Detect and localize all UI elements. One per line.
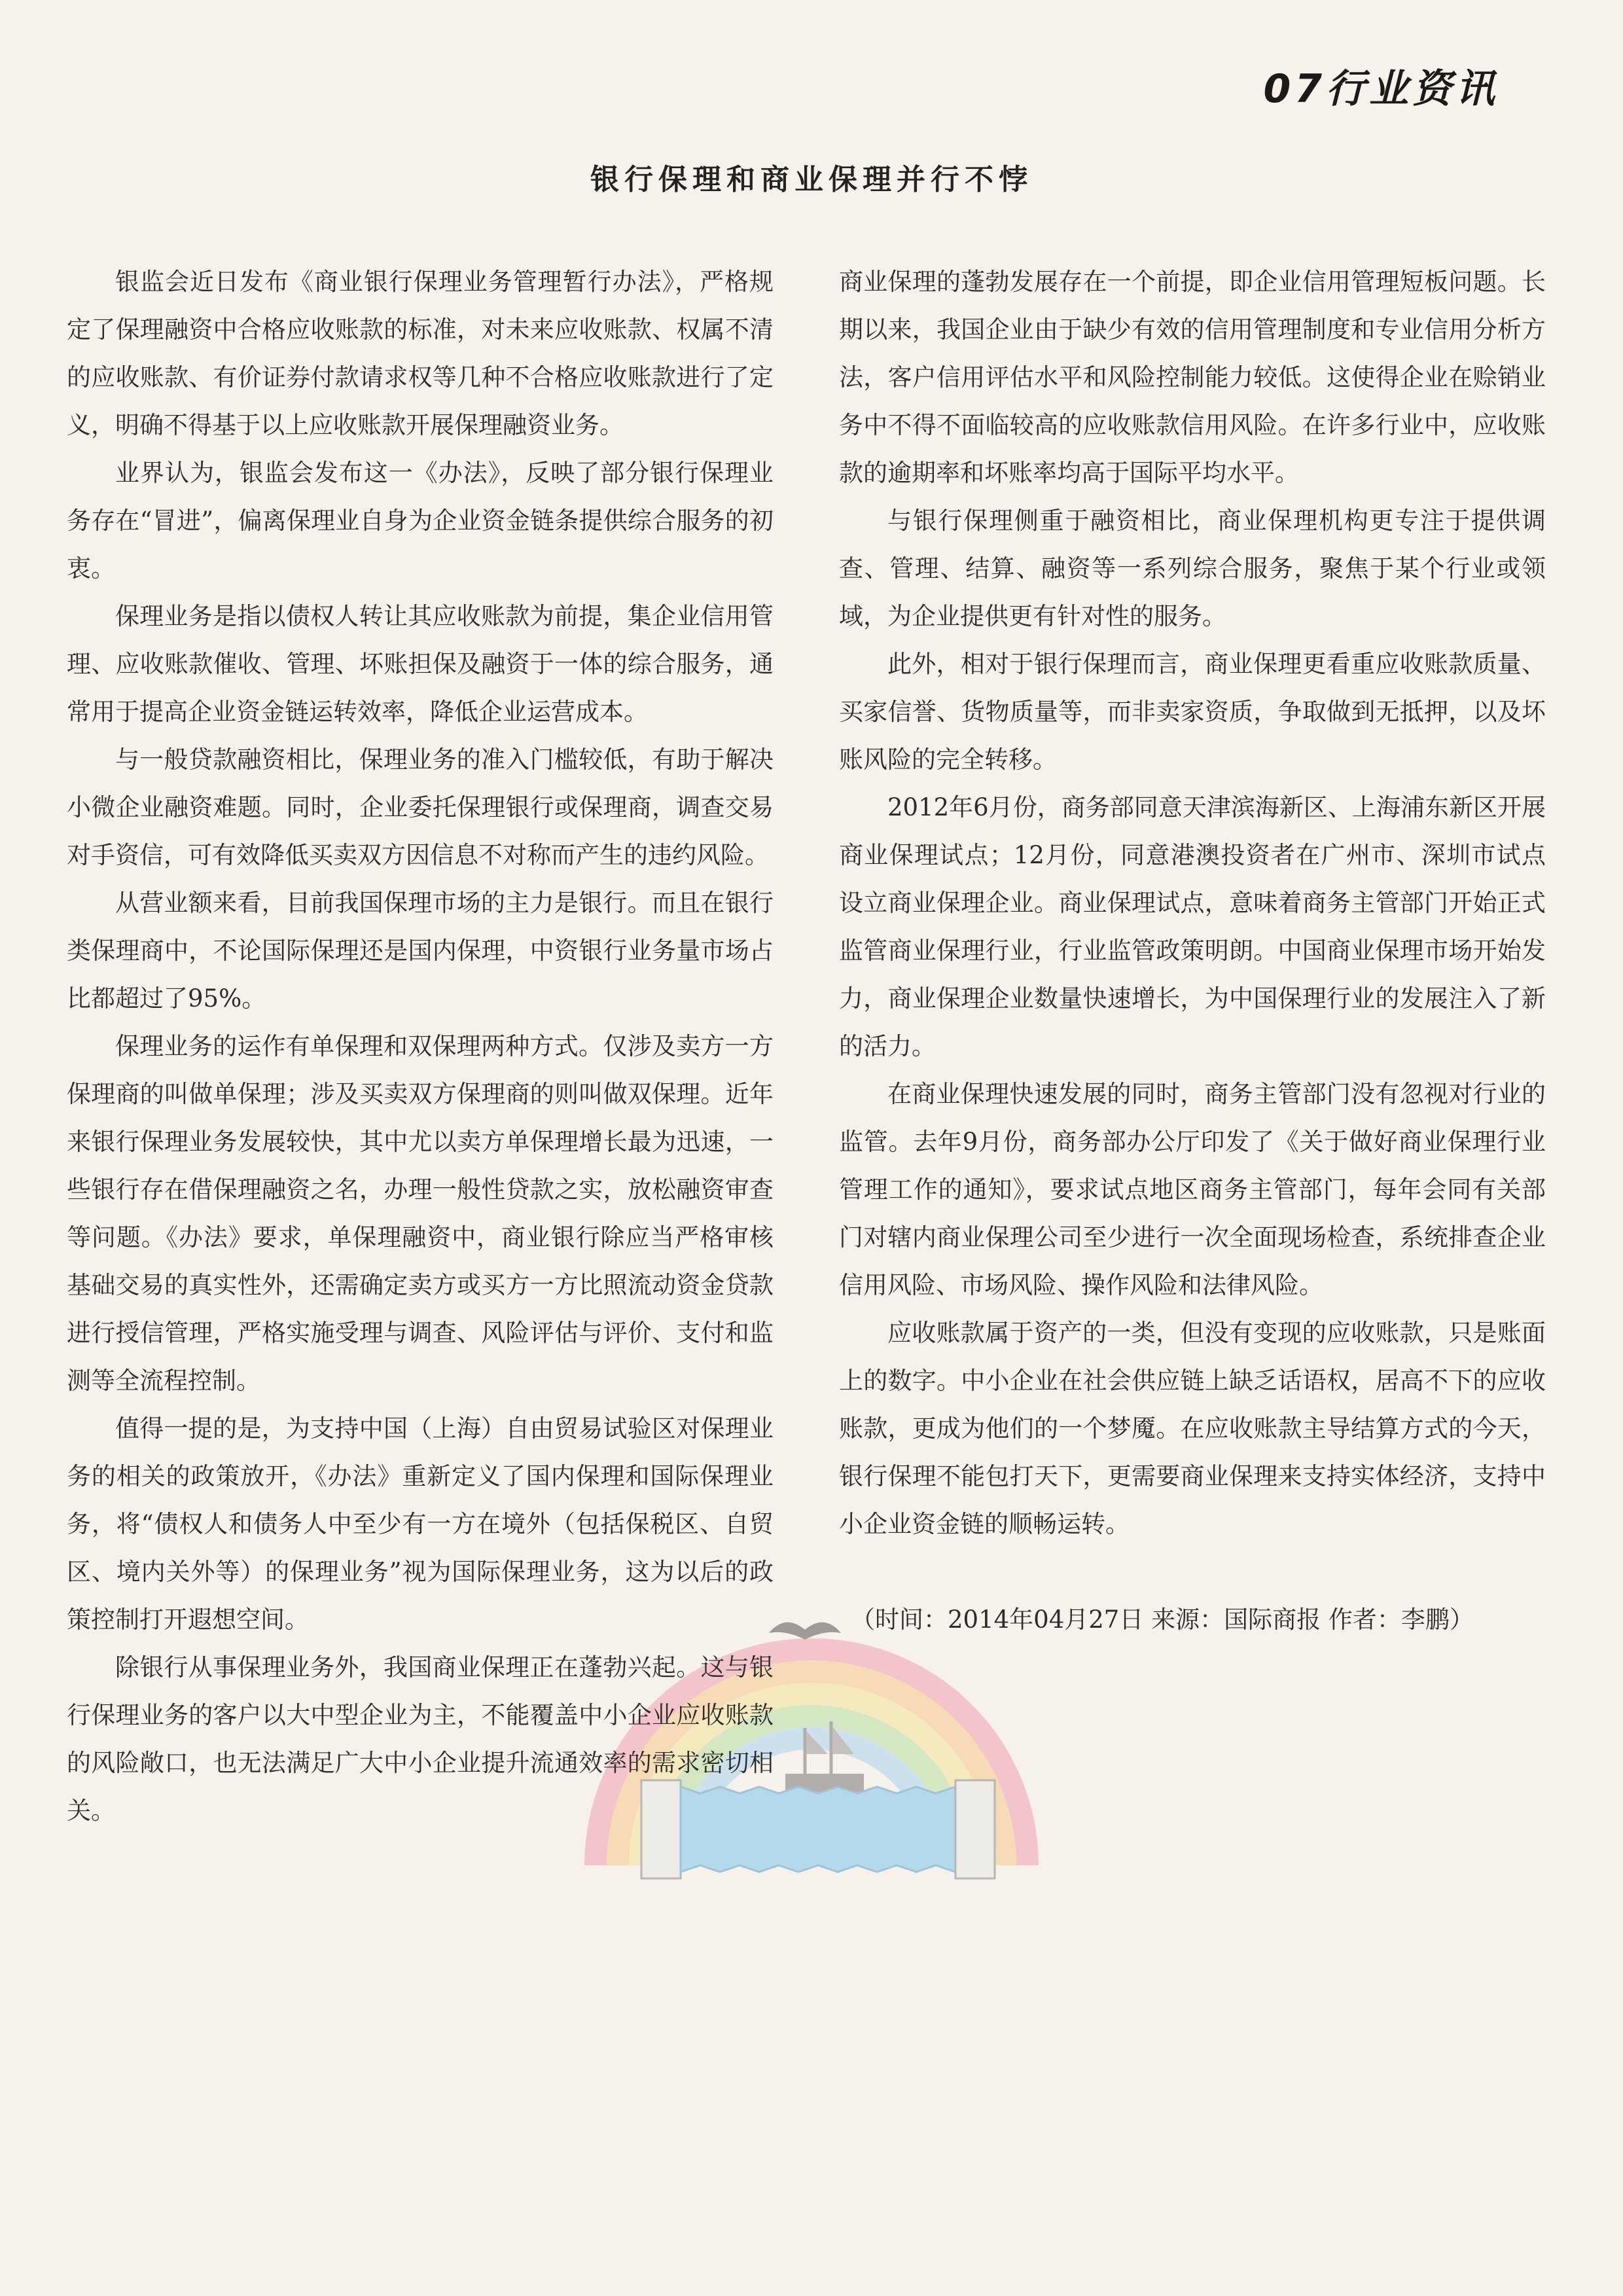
paragraph: 此外，相对于银行保理而言，商业保理更看重应收账款质量、买家信誉、货物质量等，而非卖家资质，争取做到无抵押，以及坏账风险的完全转移。 bbox=[839, 650, 1546, 774]
paragraph: 保理业务的运作有单保理和双保理两种方式。仅涉及卖方一方保理商的叫做单保理；涉及买卖双方保理商的则叫做双保理。近年来银行保理业务发展较快，其中尤以卖方单保理增长最为迅速，一些银行存在借保理融资之名，办理一般性贷款之实，放松融资审查等问题。《办法》要求，单保理融资中，商业银行除应当严格审核基础交易的真实性外，还需确定卖方或买方一方比照流动资金贷款进行授信管理，严格实施受理与调查、风险评估与评价、支付和监测等全流程控制。 bbox=[67, 1032, 774, 1395]
paragraph: 在商业保理快速发展的同时，商务主管部门没有忽视对行业的监管。去年9月份，商务部办公厅印发了《关于做好商业保理行业管理工作的通知》，要求试点地区商务主管部门，每年会同有关部门对辖内商业保理公司至少进行一次全面现场检查，系统排查企业信用风险、市场风险、操作风险和法律风险。 bbox=[839, 1080, 1546, 1299]
section-header: 07行业资讯 bbox=[1263, 66, 1499, 112]
paragraph: 保理业务是指以债权人转让其应收账款为前提，集企业信用管理、应收账款催收、管理、坏账担保及融资于一体的综合服务，通常用于提高企业资金链运转效率，降低企业运营成本。 bbox=[67, 602, 774, 726]
mustache-icon bbox=[769, 1623, 841, 1640]
article-right-column bbox=[839, 258, 1546, 1643]
paragraph: 与银行保理侧重于融资相比，商业保理机构更专注于提供调查、管理、结算、融资等一系列综合服务，聚焦于某个行业或领域，为企业提供更有针对性的服务。 bbox=[839, 507, 1546, 630]
paragraph-continuation: 商业保理的蓬勃发展存在一个前提，即企业信用管理短板问题。长期以来，我国企业由于缺少有效的信用管理制度和专业信用分析方法，客户信用评估水平和风险控制能力较低。这使得企业在赊销业务中不得不面临较高的应收账款信用风险。在许多行业中，应收账款的逾期率和坏账率均高于国际平均水平。 bbox=[839, 268, 1546, 487]
paragraph: 值得一提的是，为支持中国（上海）自由贸易试验区对保理业务的相关的政策放开，《办法》重新定义了国内保理和国际保理业务，将“债权人和债务人中至少有一方在境外（包括保税区、自贸区、境内关外等）的保理业务”视为国际保理业务，这为以后的政策控制打开遐想空间。 bbox=[67, 1414, 774, 1634]
article-left-column bbox=[67, 258, 774, 1835]
paragraph: 银监会近日发布《商业银行保理业务管理暂行办法》，严格规定了保理融资中合格应收账款的标准，对未来应收账款、权属不清的应收账款、有价证券付款请求权等几种不合格应收账款进行了定义，明确不得基于以上应收账款开展保理融资业务。 bbox=[67, 268, 774, 439]
paragraph: 从营业额来看，目前我国保理市场的主力是银行。而且在银行类保理商中，不论国际保理还是国内保理，中资银行业务量市场占比都超过了95%。 bbox=[67, 889, 774, 1013]
paragraph: 除银行从事保理业务外，我国商业保理正在蓬勃兴起。这与银行保理业务的客户以大中型企业为主，不能覆盖中小企业应收账款的风险敞口，也无法满足广大中小企业提升流通效率的需求密切相关。 bbox=[67, 1653, 774, 1825]
paragraph: 应收账款属于资产的一类，但没有变现的应收账款，只是账面上的数字。中小企业在社会供应链上缺乏话语权，居高不下的应收账款，更成为他们的一个梦魇。在应收账款主导结算方式的今天，银行保理不能包打天下，更需要商业保理来支持实体经济，支持中小企业资金链的顺畅运转。 bbox=[839, 1319, 1546, 1538]
source-line: （时间：2014年04月27日 来源：国际商报 作者：李鹏） bbox=[851, 1605, 1474, 1634]
paragraph: 与一般贷款融资相比，保理业务的准入门槛较低，有助于解决小微企业融资难题。同时，企业委托保理银行或保理商，调查交易对手资信，可有效降低买卖双方因信息不对称而产生的违约风险。 bbox=[67, 745, 774, 869]
article-title: 银行保理和商业保理并行不悖 bbox=[590, 163, 1033, 196]
paragraph: 2012年6月份，商务部同意天津滨海新区、上海浦东新区开展商业保理试点；12月份，同意港澳投资者在广州市、深圳市试点设立商业保理企业。商业保理试点，意味着商务主管部门开始正式监管商业保理行业，行业监管政策明朗。中国商业保理市场开始发力，商业保理企业数量快速增长，为中国保理行业的发展注入了新的活力。 bbox=[839, 793, 1546, 1060]
paragraph: 业界认为，银监会发布这一《办法》，反映了部分银行保理业务存在“冒进”，偏离保理业自身为企业资金链条提供综合服务的初衷。 bbox=[67, 459, 774, 583]
